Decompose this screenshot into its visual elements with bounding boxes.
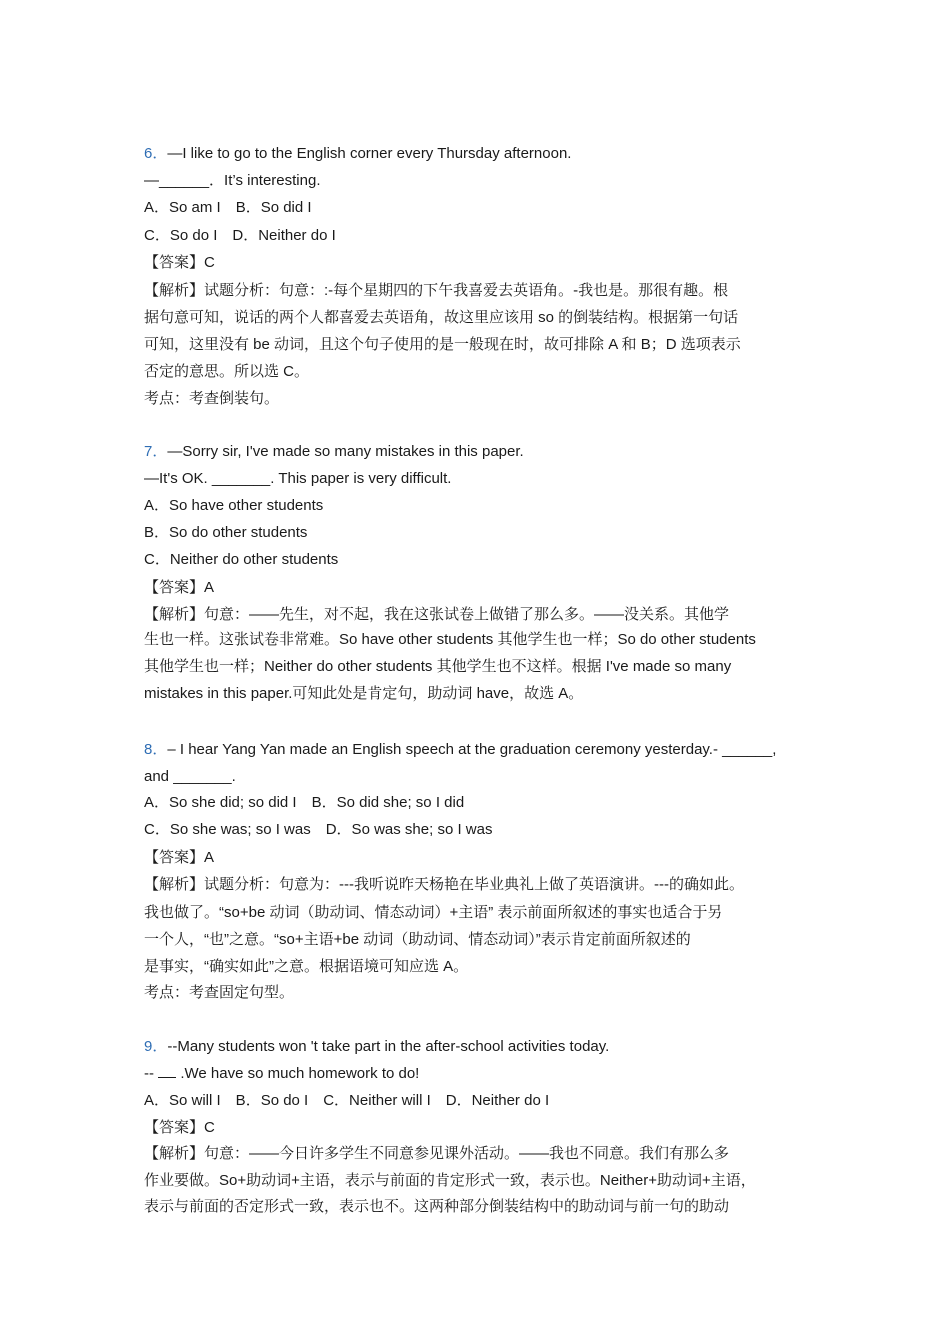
q8-analysis-line: 我也做了。“so+be 动词（助动词、情态动词）+主语” 表示前面所叙述的事实也适合于另 [144,904,723,921]
q9-answer-blank [158,1065,176,1078]
q7-option-b: B．So do other students [144,524,308,541]
q6-stem [144,144,824,164]
q8-stem [144,740,824,760]
q8-options-ab: A．So she did; so did I B．So did she; so I did [144,794,465,811]
q6-analysis-line: 否定的意思。所以选 C。 [144,363,310,380]
q9-reply-prefix: -- [144,1065,154,1082]
q6-stem-text: —I like to go to the English corner every Thursday afternoon. [167,145,572,162]
q8-stem-text: – I hear Yang Yan made an English speech at the graduation ceremony yesterday.- ______, [167,741,777,758]
q6-number: 6． [144,145,168,162]
q6-point: 考点：考查倒装句。 [144,390,280,407]
q6-reply: —______．It’s interesting. [144,172,321,189]
q7-analysis-line: 生也一样。这张试卷非常难。So have other students 其他学生也一样；So do other students [144,631,756,648]
q8-answer: 【答案】A [144,849,215,866]
q6-analysis-line: 可知，这里没有 be 动词，且这个句子使用的是一般现在时，故可排除 A 和 B；D 选项表示 [144,336,741,353]
q7-analysis-line: 【解析】句意：——先生，对不起，我在这张试卷上做错了那么多。——没关系。其他学 [144,606,730,623]
q9-number: 9． [144,1038,168,1055]
q9-reply [144,1064,824,1084]
q9-analysis-line: 表示与前面的否定形式一致，表示也不。这两种部分倒装结构中的助动词与前一句的助动 [144,1198,730,1215]
q7-stem-text: —Sorry sir, I've made so many mistakes in this paper. [167,443,524,460]
q9-stem-text: --Many students won 't take part in the after-school activities today. [167,1038,610,1055]
q6-analysis-line: 【解析】试题分析：句意：:-每个星期四的下午我喜爱去英语角。-我也是。那很有趣。根 [144,282,729,299]
q9-analysis-line: 【解析】句意：——今日许多学生不同意参见课外活动。——我也不同意。我们有那么多 [144,1145,730,1162]
q7-analysis-line: mistakes in this paper.可知此处是肯定句，助动词 have，故选 A。 [144,685,584,702]
q9-reply-text: .We have so much homework to do! [176,1065,420,1082]
q8-number: 8． [144,741,168,758]
q7-option-a: A．So have other students [144,497,324,514]
q9-answer: 【答案】C [144,1119,215,1136]
q7-option-c: C．Neither do other students [144,551,339,568]
q8-analysis-line: 是事实，“确实如此”之意。根据语境可知应选 A。 [144,958,469,975]
q8-stem-continued: and _______. [144,768,236,785]
q7-reply: —It's OK. _______. This paper is very difficult. [144,470,452,487]
q7-number: 7． [144,443,168,460]
q6-analysis-line: 据句意可知，说话的两个人都喜爱去英语角，故这里应该用 so 的倒装结构。根据第一句话 [144,309,739,326]
q8-analysis-line: 【解析】试题分析：句意为：---我听说昨天杨艳在毕业典礼上做了英语演讲。---的确如此。 [144,876,744,893]
q6-options-ab: A．So am I B．So did I [144,199,312,216]
q7-stem [144,442,824,462]
q6-answer: 【答案】C [144,254,215,271]
q9-options: A．So will I B．So do I C．Neither will I D．Neither do I [144,1092,550,1109]
q8-point: 考点：考查固定句型。 [144,984,295,1001]
q8-analysis-line: 一个人，“也”之意。“so+主语+be 动词（助动词、情态动词）”表示肯定前面所叙述的 [144,931,691,948]
q7-analysis-line: 其他学生也一样；Neither do other students 其他学生也不这样。根据 I've made so many [144,658,732,675]
q8-options-cd: C．So she was; so I was D．So was she; so I was [144,821,493,838]
q9-analysis-line: 作业要做。So+助动词+主语，表示与前面的肯定形式一致，表示也。Neither+助动词+主语， [144,1172,756,1189]
q6-options-cd: C．So do I D．Neither do I [144,227,336,244]
q7-answer: 【答案】A [144,579,215,596]
q9-stem [144,1037,824,1057]
